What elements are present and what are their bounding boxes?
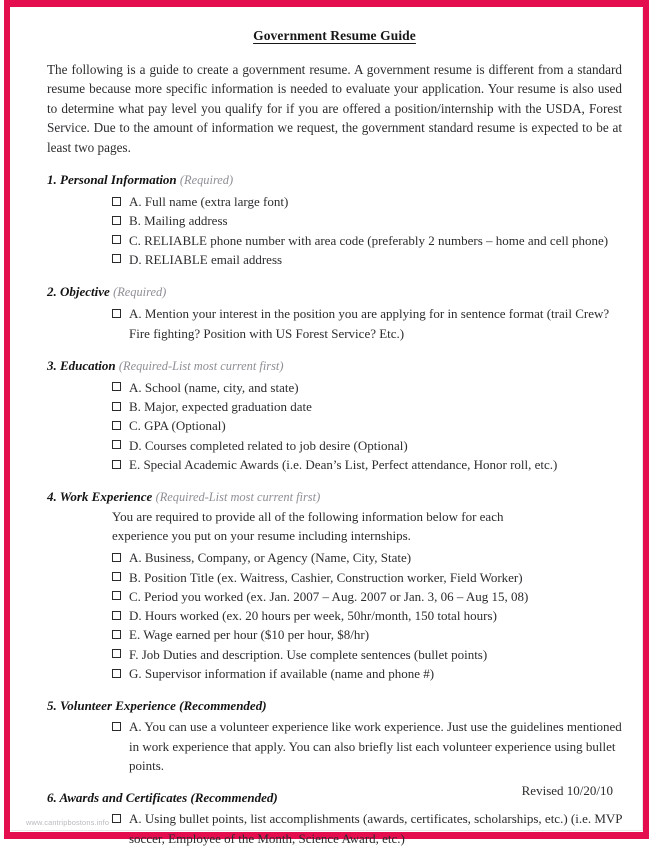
checklist-item[interactable]: [112, 250, 625, 269]
checkbox-icon[interactable]: [112, 572, 121, 581]
checklist-item[interactable]: [112, 587, 625, 606]
page-title: Government Resume Guide: [253, 28, 416, 43]
section-heading: [47, 697, 625, 714]
checklist-item-label: A. You can use a volunteer experience like work experience. Just use the guidelines mentioned in work experience that apply. You can also briefly list each volunteer experience using bullet points.: [129, 719, 622, 773]
checklist-item-label: F. Job Duties and description. Use complete sentences (bullet points): [129, 646, 488, 662]
checklist-item[interactable]: [112, 397, 625, 416]
checklist: [44, 192, 625, 269]
checklist-item[interactable]: [112, 304, 625, 343]
resume-section: [44, 357, 625, 474]
checklist-item[interactable]: [112, 664, 625, 683]
checkbox-icon[interactable]: [112, 460, 121, 469]
checklist-item-label: G. Supervisor information if available (name and phone #): [129, 666, 435, 682]
checklist-item[interactable]: [112, 606, 625, 625]
checkbox-icon[interactable]: [112, 421, 121, 430]
resume-section: [44, 283, 625, 343]
checklist-item-label: A. Mention your interest in the position you are applying for in sentence format (trail Crew? Fire fighting? Position with US Forest Service? Etc.): [129, 306, 610, 341]
checklist-item-label: D. Courses completed related to job desire (Optional): [129, 437, 408, 453]
section-qualifier: (Required): [179, 173, 234, 188]
section-qualifier: (Required): [113, 285, 167, 300]
checklist-item[interactable]: [112, 717, 625, 775]
checklist-item[interactable]: [112, 809, 625, 848]
checkbox-icon[interactable]: [112, 649, 121, 658]
section-title: Work Experience: [59, 489, 153, 505]
checkbox-icon[interactable]: [112, 553, 121, 562]
checklist-item-label: A. Using bullet points, list accomplishments (awards, certificates, scholarships, etc.) (i.e. MVP soccer, Employee of the Month, Science Award, etc.): [129, 811, 623, 846]
checklist-item[interactable]: [112, 548, 625, 567]
section-title: Objective: [60, 284, 110, 300]
section-qualifier: (Required-List most current first): [155, 490, 321, 505]
section-qualifier: (Recommended): [179, 698, 267, 714]
section-lead-in-text: You are required to provide all of the following information below for each experience you put on your resume including internships.: [112, 509, 504, 543]
checkbox-icon[interactable]: [112, 235, 121, 244]
section-title: Personal Information: [60, 172, 177, 188]
checklist-item[interactable]: [112, 436, 625, 455]
checkbox-icon[interactable]: [112, 591, 121, 600]
resume-section: [44, 171, 625, 269]
checklist-item-label: B. Mailing address: [129, 213, 228, 229]
checkbox-icon[interactable]: [112, 722, 121, 731]
checklist: [44, 717, 625, 775]
checklist-item[interactable]: [112, 231, 625, 250]
checklist-item-label: E. Special Academic Awards (i.e. Dean’s List, Perfect attendance, Honor roll, etc.): [129, 457, 558, 472]
checklist-item-label: C. GPA (Optional): [129, 418, 226, 434]
checklist-item-label: A. Business, Company, or Agency (Name, City, State): [129, 550, 412, 566]
resume-section: [44, 488, 625, 683]
section-number: 5.: [47, 698, 57, 714]
section-number: 1.: [47, 172, 57, 188]
checklist: [44, 809, 625, 848]
section-number: 4.: [47, 489, 57, 505]
checklist-item[interactable]: [112, 416, 625, 435]
checklist-item-label: B. Major, expected graduation date: [129, 399, 312, 415]
section-title: Education: [60, 357, 116, 373]
checklist-item-label: B. Position Title (ex. Waitress, Cashier, Construction worker, Field Worker): [129, 569, 523, 585]
section-number: 2.: [47, 284, 57, 300]
checkbox-icon[interactable]: [112, 216, 121, 225]
section-heading: [47, 171, 625, 189]
checklist: [44, 548, 625, 683]
checkbox-icon[interactable]: [112, 309, 121, 318]
checklist-item[interactable]: [112, 192, 625, 211]
checklist-item[interactable]: [112, 568, 625, 587]
section-number: 3.: [47, 357, 57, 373]
checklist-item-label: C. RELIABLE phone number with area code (preferably 2 numbers – home and cell phone): [129, 232, 609, 248]
section-number: 6.: [47, 790, 57, 806]
intro-paragraph: The following is a guide to create a government resume. A government resume is different from a standard resume because more specific information is needed to evaluate your application. Your resume is also used to determine what pay level you qualify for if you are offered a position/internship with the USDA, Forest Service. Due to the amount of information we request, the government standard resume is expected to be at least two pages.: [47, 62, 622, 155]
checklist-item[interactable]: [112, 211, 625, 230]
checkbox-icon[interactable]: [112, 382, 121, 391]
checkbox-icon[interactable]: [112, 197, 121, 206]
revised-date: Revised 10/20/10: [521, 783, 613, 798]
resume-section: [44, 697, 625, 775]
section-heading: [47, 488, 625, 506]
checklist-item[interactable]: [112, 645, 625, 664]
section-qualifier: (Required-List most current first): [118, 358, 284, 373]
section-qualifier: (Recommended): [190, 790, 278, 806]
checklist-item-label: D. Hours worked (ex. 20 hours per week, 50hr/month, 150 total hours): [129, 608, 497, 624]
section-heading: [47, 283, 625, 301]
checklist-item[interactable]: [112, 625, 625, 644]
checklist-item-label: C. Period you worked (ex. Jan. 2007 – Aug. 2007 or Jan. 3, 06 – Aug 15, 08): [129, 588, 529, 604]
checkbox-icon[interactable]: [112, 669, 121, 678]
section-title: Volunteer Experience: [60, 698, 176, 714]
checklist-item-label: E. Wage earned per hour ($10 per hour, $8/hr): [129, 627, 370, 643]
checklist-item[interactable]: [112, 455, 625, 474]
checklist: [44, 378, 625, 474]
checklist: [44, 304, 625, 343]
checkbox-icon[interactable]: [112, 611, 121, 620]
checklist-item-label: D. RELIABLE email address: [129, 251, 283, 267]
checkbox-icon[interactable]: [112, 402, 121, 411]
checkbox-icon[interactable]: [112, 254, 121, 263]
sections-container: [44, 171, 625, 848]
checklist-item[interactable]: [112, 378, 625, 397]
section-title: Awards and Certificates: [59, 790, 188, 806]
checkbox-icon[interactable]: [112, 814, 121, 823]
checkbox-icon[interactable]: [112, 440, 121, 449]
checklist-item-label: A. School (name, city, and state): [129, 379, 299, 395]
checklist-item-label: A. Full name (extra large font): [129, 194, 289, 210]
checkbox-icon[interactable]: [112, 630, 121, 639]
site-watermark: www.cantripbostons.info: [26, 818, 110, 827]
section-heading: [47, 357, 625, 375]
